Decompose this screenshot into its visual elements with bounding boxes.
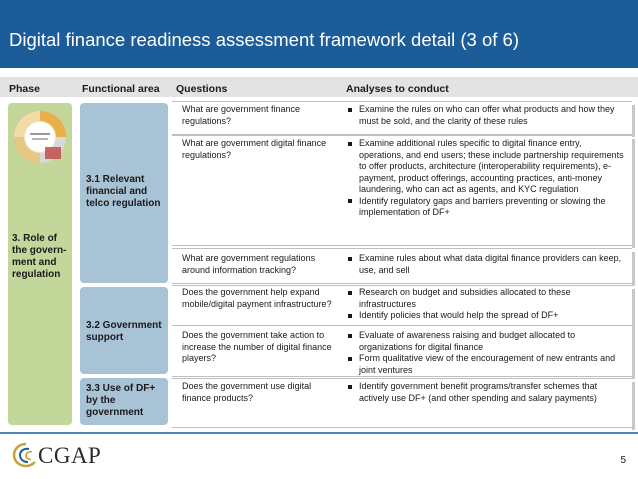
phase-label: 3. Role of the govern-ment and regulation [12,233,67,280]
question-text: What are government finance regulations? [182,104,301,126]
question-text: What are government digital finance regulations? [182,138,327,160]
slide-title: Digital finance readiness assessment framework detail (3 of 6) [9,29,520,50]
analysis-item: Examine the rules on who can offer what products and how they must be sold, and the clarity of these rules [346,104,628,127]
analysis-list [346,104,628,127]
analysis-item: Identify government benefit programs/transfer schemes that actively use DF+ (and other spending and salary payments) [346,381,628,404]
header-analyses: Analyses to conduct [346,83,449,95]
analysis-item: Evaluate of awareness raising and budget allocated to organizations for digital finance [346,330,628,353]
question-text: Does the government use digital finance products? [182,381,312,403]
logo-wordmark: CGAP [38,443,102,468]
header-phase: Phase [9,83,40,95]
analysis-list [346,287,628,322]
analysis-item: Identify policies that would help the spread of DF+ [346,310,628,322]
question-text: Does the government help expand mobile/digital payment infrastructure? [182,287,332,309]
analysis-list [346,381,628,404]
question-text: What are government regulations around information tracking? [182,253,316,275]
functional-area-label-3-1: 3.1 Relevant financial and telco regulation [86,174,161,209]
framework-wheel-icon [12,109,68,165]
functional-area-label-3-3: 3.3 Use of DF+ by the government [86,383,156,418]
question-text: Does the government take action to increase the number of digital finance players? [182,330,332,363]
analysis-item: Examine additional rules specific to digital finance entry, operations, and end users; these include partnership requirements to offer products, architecture (interoperability requirements), e-payment, product offerings, accounting practices, anti-money laundering, who can act as agents, and KYC regulation [346,138,628,196]
footer-divider [0,432,638,434]
analysis-item: Form qualitative view of the encouragement of new entrants and joint ventures [346,353,628,376]
analysis-list [346,138,628,219]
header-questions: Questions [176,83,228,95]
analysis-item: Examine rules about what data digital finance providers can keep, use, and sell [346,253,628,276]
analysis-item: Identify regulatory gaps and barriers preventing or slowing the implementation of DF+ [346,196,628,219]
analysis-item: Research on budget and subsidies allocated to these infrastructures [346,287,628,310]
page-number: 5 [620,455,626,466]
header-functional-area: Functional area [82,83,160,95]
analysis-list [346,330,628,376]
analysis-list [346,253,628,276]
functional-area-label-3-2: 3.2 Government support [86,320,162,343]
